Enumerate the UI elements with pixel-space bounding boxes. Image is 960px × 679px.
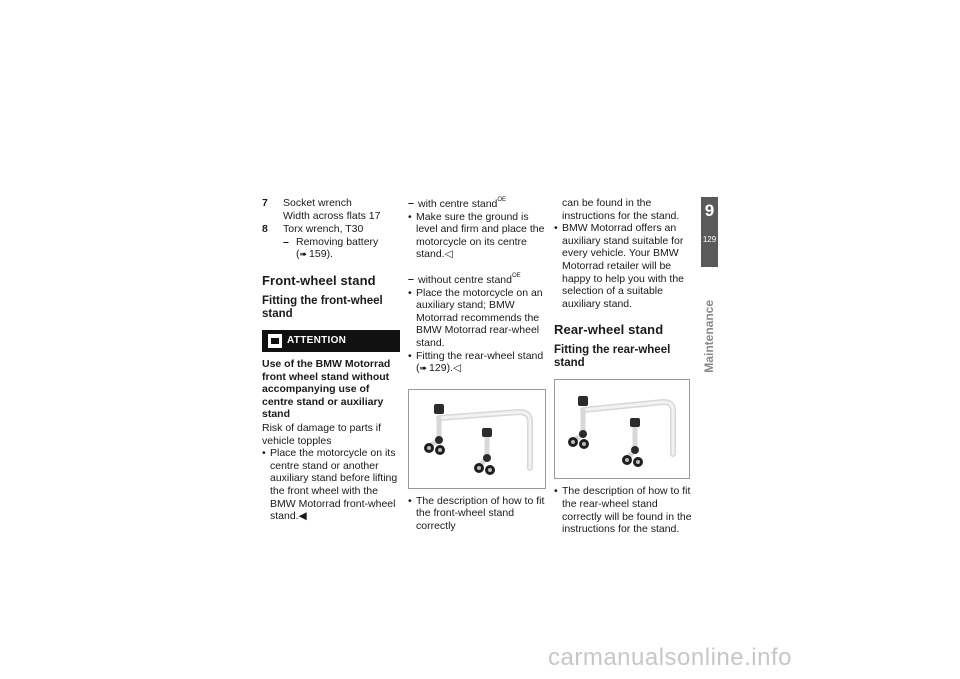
section-heading-front-wheel-stand: Front-wheel stand xyxy=(262,272,376,288)
tool-item-8 xyxy=(262,223,400,261)
page-reference[interactable]: (➠ 159). xyxy=(296,248,333,261)
subheading-fitting-rear-wheel-stand: Fitting the rear-wheel stand xyxy=(554,343,671,370)
watermark: carmanualsonline.info xyxy=(548,644,792,671)
condition-text: without centre stand xyxy=(418,273,512,286)
bullet-text: • Fitting the rear-wheel stand xyxy=(416,349,544,362)
item-number: 8 xyxy=(262,223,268,236)
column-2 xyxy=(408,197,548,533)
section-heading-rear-wheel-stand: Rear-wheel stand xyxy=(554,322,664,338)
reference-arrow-icon: ➠ xyxy=(419,363,428,374)
subheading-fitting-front-wheel-stand: Fitting the front-wheel stand xyxy=(262,294,383,320)
sub-item xyxy=(283,236,400,261)
end-marker-icon: ◀ xyxy=(298,510,307,523)
column-3 xyxy=(554,197,692,536)
page-ref-text: 159). xyxy=(309,248,333,261)
rear-wheel-stand-figure xyxy=(554,379,690,479)
item-text: Torx wrench, T30 xyxy=(283,223,364,236)
attention-banner xyxy=(262,330,400,352)
item-detail: Width across flats 17 xyxy=(283,209,381,222)
section-label: Maintenance xyxy=(701,300,716,373)
instruction-fit-rear-stand xyxy=(408,350,548,375)
sub-item-text: – Removing battery xyxy=(296,235,379,248)
front-wheel-stand-figure xyxy=(408,389,546,489)
end-marker-open-icon: ◁ xyxy=(452,362,462,375)
column-1 xyxy=(262,197,400,523)
instruction-rear-stand-description: • The description of how to fit the rear-wheel stand correctly will be found in the instructions for the stand. xyxy=(554,485,692,535)
oe-badge: OE xyxy=(511,272,521,279)
warning-instruction xyxy=(262,447,400,523)
reference-arrow-icon: ➠ xyxy=(299,249,308,260)
oe-badge: OE xyxy=(497,197,507,203)
item-number: 7 xyxy=(262,197,268,209)
bullet-text: Place the motorcycle on its centre stand or another auxiliary stand before lifting the front wheel with the BMW Motorrad front-wheel stand. xyxy=(270,447,398,523)
warning-title: Use of the BMW Motorrad front wheel stand without accompanying use of centre stand or auxiliary stand xyxy=(262,358,391,421)
attention-icon xyxy=(268,334,282,348)
condition-with-centre-stand xyxy=(408,197,548,211)
chapter-tab xyxy=(701,197,718,267)
page-number: 129 xyxy=(702,235,717,245)
condition-without-centre-stand xyxy=(408,273,548,287)
instruction-level-ground xyxy=(408,211,548,261)
page-ref-text: 129). xyxy=(429,362,453,375)
instruction-auxiliary-stand: • Place the motorcycle on an auxiliary stand; BMW Motorrad recommends the BMW Motorrad rear-wheel stand. xyxy=(408,287,548,350)
continued-text: can be found in the instructions for the stand. xyxy=(562,197,680,222)
bullet-text: Make sure the ground is level and firm and place the motorcycle on its centre stand. xyxy=(416,210,545,261)
instruction-front-stand-description: • The description of how to fit the front-wheel stand correctly xyxy=(408,495,548,533)
item-text: Socket wrench xyxy=(283,197,352,209)
rear-wheel-stand-illustration xyxy=(555,380,689,478)
page-reference[interactable]: (➠ 129).◁ xyxy=(416,362,462,375)
warning-text: Risk of damage to parts if vehicle topples xyxy=(262,421,382,447)
attention-label: ATTENTION xyxy=(287,335,347,346)
instruction-auxiliary-stand-offer: • BMW Motorrad offers an auxiliary stand suitable for every vehicle. Your BMW Motorrad retailer will be happy to help you with the selection of a suitable auxiliary stand. xyxy=(554,222,692,310)
condition-text: with centre stand xyxy=(418,198,498,210)
front-wheel-stand-illustration xyxy=(409,390,545,488)
end-marker-open-icon: ◁ xyxy=(444,248,453,261)
tool-item-7 xyxy=(262,197,400,222)
chapter-number: 9 xyxy=(704,201,715,220)
